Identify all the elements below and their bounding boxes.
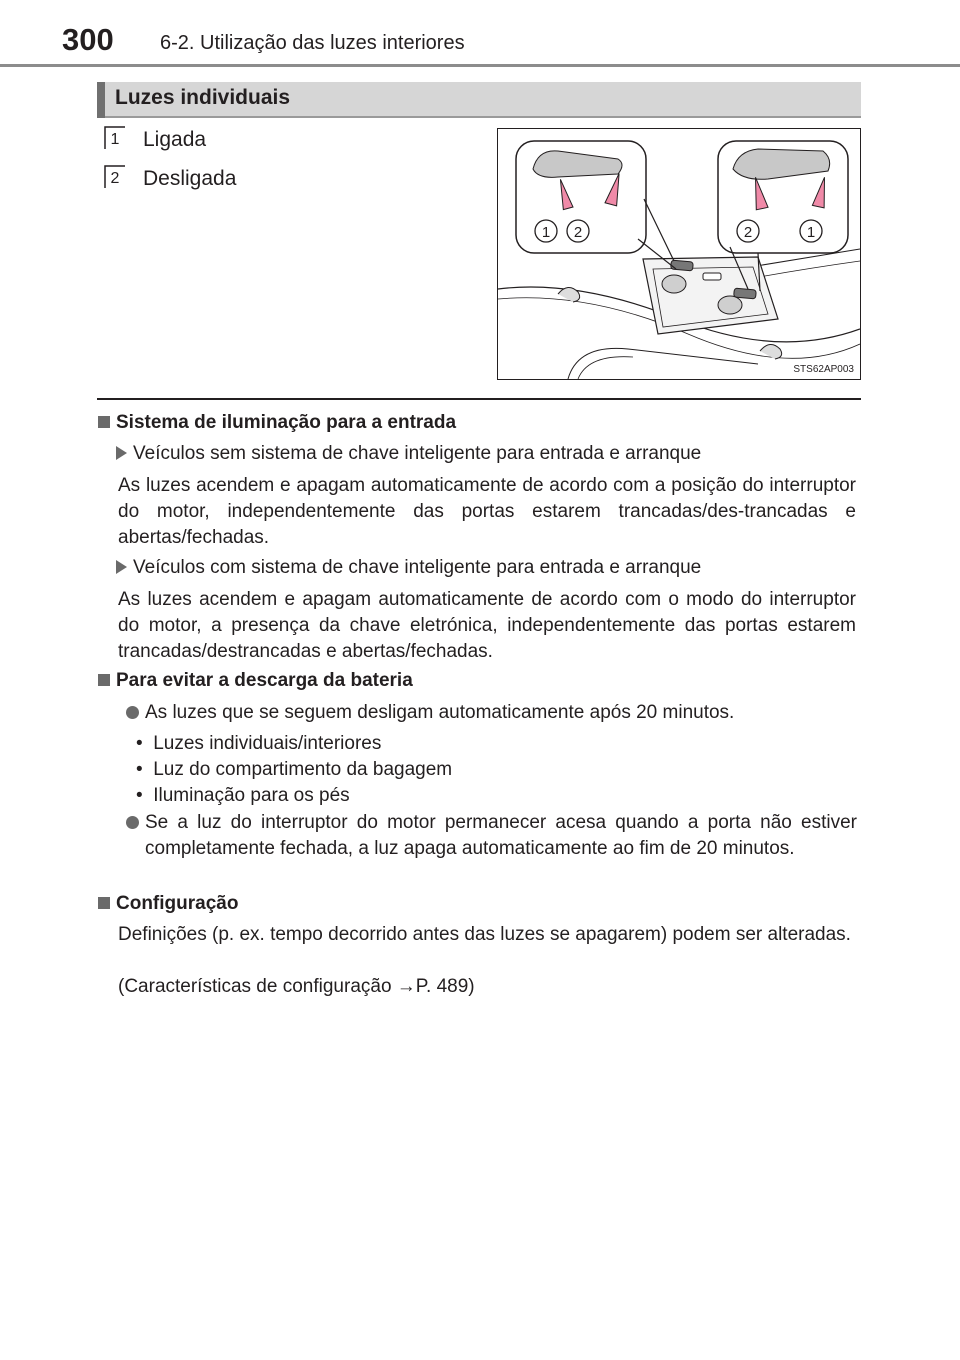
chapter-title: 6-2. Utilização das luzes interiores <box>160 32 465 54</box>
list-item: • Luz do compartimento da bagagem <box>136 759 453 780</box>
battery-point-2-text: Se a luz do interruptor do motor permanecer acesa quando a porta não estiver completamente fechada, a luz apaga automaticamente ao fim de 20 minutos. <box>145 812 857 859</box>
battery-point-1 <box>126 700 139 726</box>
entry-case2-title <box>116 555 701 581</box>
triangle-bullet-icon <box>116 560 127 574</box>
number-2-icon <box>104 165 126 189</box>
entry-case1-title-text: Veículos sem sistema de chave inteligente para entrada e arranque <box>133 443 702 464</box>
entry-lighting-heading-text: Sistema de iluminação para a entrada <box>116 412 457 433</box>
entry-lighting-heading <box>98 410 456 436</box>
section-bar-tab <box>97 82 105 118</box>
list-item-text: Luzes individuais/interiores <box>153 733 382 754</box>
item-off-label: Desligada <box>143 167 237 190</box>
configuration-text-1: Definições (p. ex. tempo decorrido antes das luzes se apagarem) podem ser alteradas. <box>118 924 851 945</box>
battery-heading <box>98 668 413 694</box>
entry-case1-text: As luzes acendem e apagam automaticamente de acordo com a posição do interruptor do motor, independentemente das portas estarem trancadas/des-trancadas e abertas/fechadas. <box>118 475 856 548</box>
overhead-console-illustration <box>498 129 860 379</box>
figure-callout-right-2: 2 <box>743 224 753 241</box>
number-1-text: 1 <box>110 131 120 148</box>
page-number: 300 <box>62 22 114 57</box>
entry-case2-text: As luzes acendem e apagam automaticamente de acordo com o modo do interruptor do motor, a presença da chave eletrónica, independentemente das portas estarem trancadas/destrancadas e abertas/fechadas. <box>118 589 856 662</box>
square-bullet-icon <box>98 674 110 686</box>
entry-case1-title <box>116 441 701 467</box>
battery-point-2 <box>126 810 139 836</box>
figure-callout-left-1: 1 <box>541 224 551 241</box>
configuration-heading <box>98 891 238 917</box>
figure-callout-left-2: 2 <box>573 224 583 241</box>
list-item: • Luzes individuais/interiores <box>136 733 382 754</box>
entry-case2-title-text: Veículos com sistema de chave inteligente para entrada e arranque <box>133 557 702 578</box>
item-on-label: Ligada <box>143 128 207 151</box>
configuration-heading-text: Configuração <box>116 893 239 914</box>
header-rule <box>0 64 960 67</box>
battery-heading-text: Para evitar a descarga da bateria <box>116 670 413 691</box>
number-1-icon <box>104 126 126 150</box>
number-2-text: 2 <box>110 170 120 187</box>
circle-bullet-icon <box>126 816 139 829</box>
list-item-text: Iluminação para os pés <box>153 785 350 806</box>
square-bullet-icon <box>98 416 110 428</box>
section-divider <box>97 398 861 400</box>
list-item: • Iluminação para os pés <box>136 785 350 806</box>
figure-callout-right-1: 1 <box>806 224 816 241</box>
circle-bullet-icon <box>126 706 139 719</box>
section-title-bar <box>97 82 861 118</box>
section-title: Luzes individuais <box>115 86 291 109</box>
triangle-bullet-icon <box>116 446 127 460</box>
list-item-text: Luz do compartimento da bagagem <box>153 759 453 780</box>
figure-individual-lights <box>497 128 861 380</box>
battery-list <box>136 731 452 809</box>
figure-code: STS62AP003 <box>793 364 854 375</box>
square-bullet-icon <box>98 897 110 909</box>
battery-point-1-text: As luzes que se seguem desligam automaticamente após 20 minutos. <box>145 702 735 723</box>
configuration-text-2: (Características de configuração →P. 489) <box>118 976 475 997</box>
